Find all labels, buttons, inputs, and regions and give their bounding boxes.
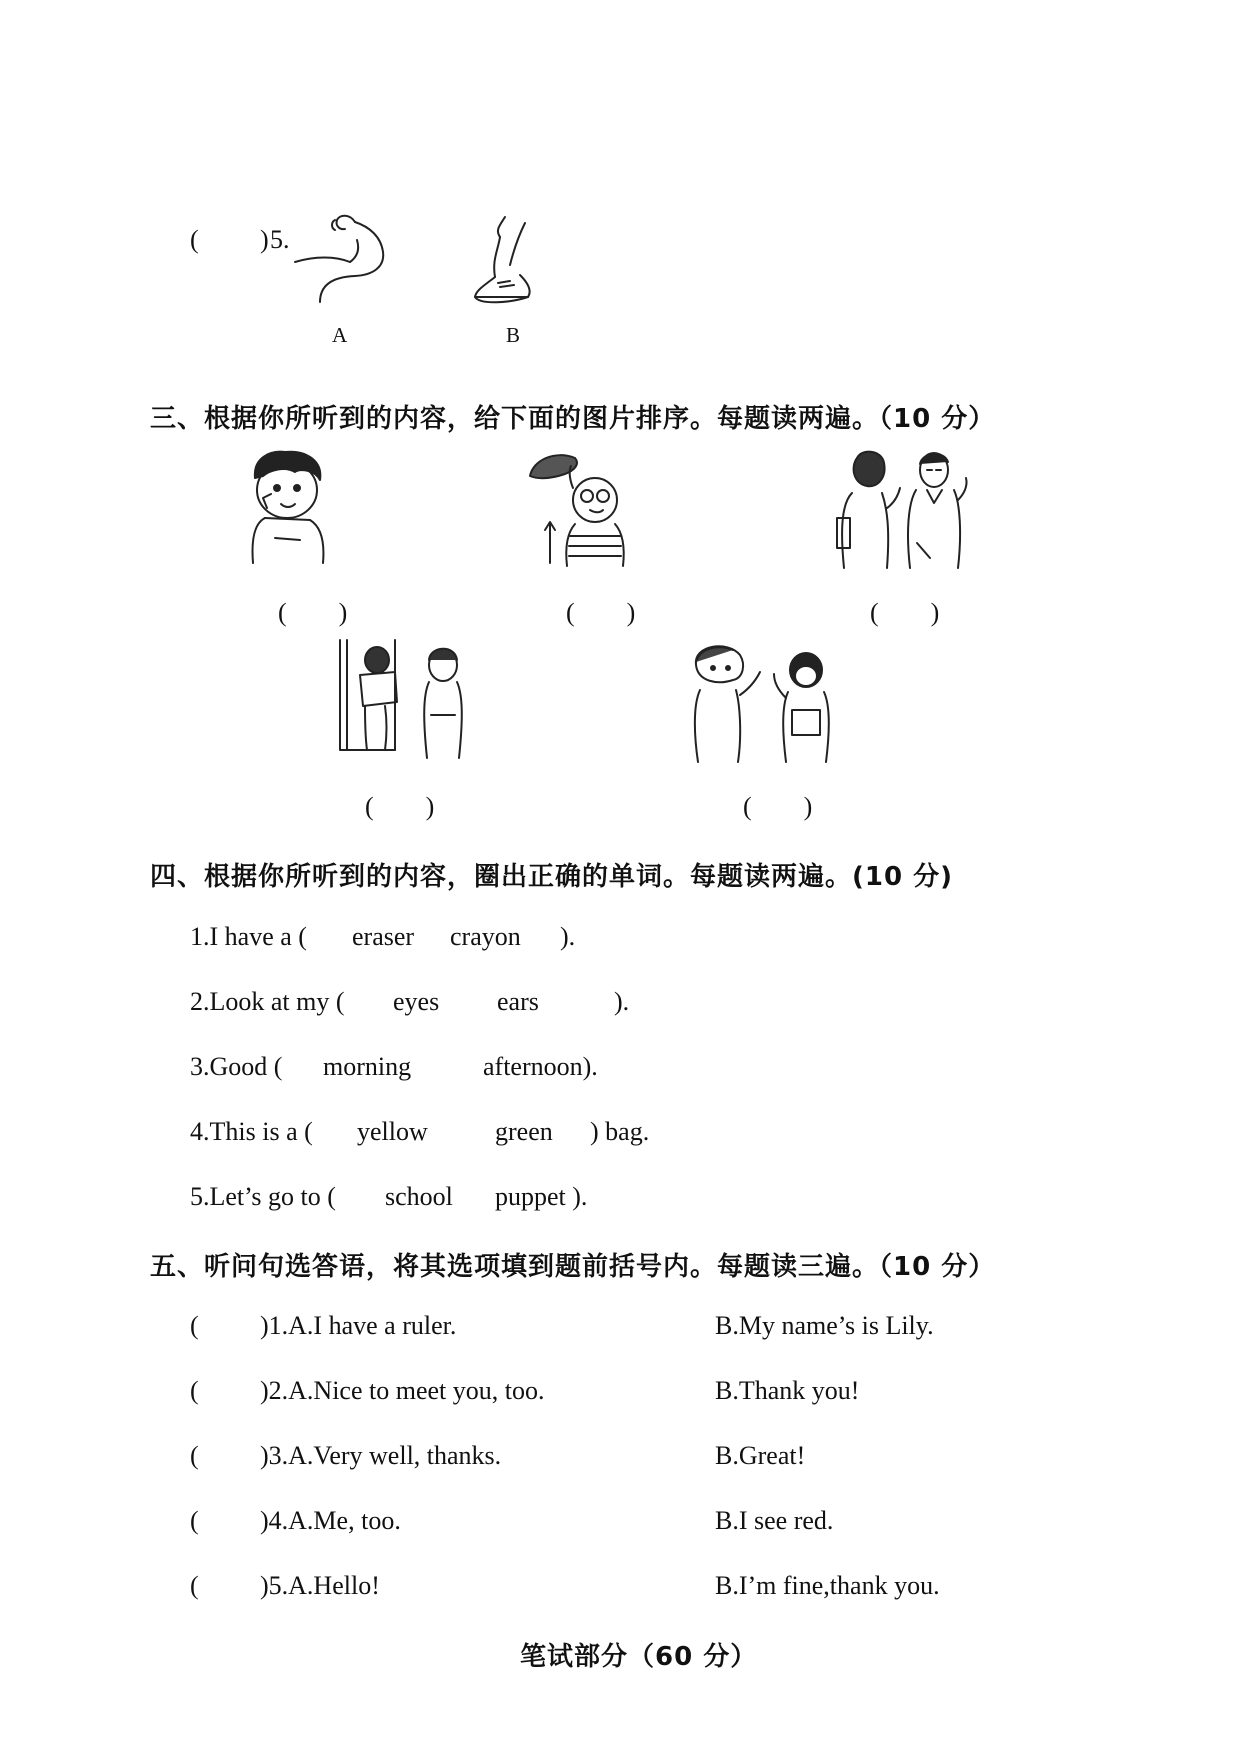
- q5-open-paren: (: [190, 225, 199, 254]
- part5-item-4-option-a: )4.A.Me, too.: [260, 1506, 401, 1535]
- part4-item-2-text: 2.Look at my (: [190, 987, 345, 1016]
- part5-item-1-paren[interactable]: (: [190, 1311, 199, 1340]
- teachers-greeting-picture: [832, 448, 972, 573]
- leg-shoe-icon: [470, 215, 545, 310]
- part3-blank-2[interactable]: ( ): [566, 598, 636, 627]
- q5-option-a-label: A: [332, 323, 348, 347]
- part3-blank-4[interactable]: ( ): [365, 792, 435, 821]
- part3-blank-3[interactable]: ( ): [870, 598, 940, 627]
- q5-option-b-label: B: [506, 323, 521, 347]
- part4-item-1-end: ).: [560, 922, 576, 951]
- q5-number: 5.: [270, 225, 290, 254]
- part4-item-2-end: ).: [614, 987, 630, 1016]
- part5-item-5-option-b: B.I’m fine,thank you.: [715, 1571, 940, 1600]
- part5-item-2-option-a: )2.A.Nice to meet you, too.: [260, 1376, 545, 1405]
- part5-item-2-paren[interactable]: (: [190, 1376, 199, 1405]
- part3-blank-5[interactable]: ( ): [743, 792, 813, 821]
- children-at-door-picture: [335, 640, 480, 765]
- part4-item-1-text: 1.I have a (: [190, 922, 307, 951]
- part4-item-4-word-2[interactable]: green: [495, 1117, 553, 1146]
- part4-item-4-word-1[interactable]: yellow: [357, 1117, 428, 1146]
- part4-item-3-word-1[interactable]: morning: [323, 1052, 412, 1081]
- part4-item-4-end: ) bag.: [590, 1117, 650, 1146]
- part5-item-4-option-b: B.I see red.: [715, 1506, 834, 1535]
- part4-item-4-text: 4.This is a (: [190, 1117, 313, 1146]
- part4-item-3-word-2[interactable]: afternoon).: [483, 1052, 598, 1081]
- part4-item-2-word-2[interactable]: ears: [497, 987, 539, 1016]
- girls-waving-picture: [688, 640, 848, 765]
- part4-item-1-word-2[interactable]: crayon: [450, 922, 521, 951]
- part5-heading: 五、听问句选答语，将其选项填到题前括号内。每题读三遍。（10 分）: [150, 1252, 996, 1282]
- part5-item-2-option-b: B.Thank you!: [715, 1376, 860, 1405]
- part5-item-3-paren[interactable]: (: [190, 1441, 199, 1470]
- part3-blank-1[interactable]: ( ): [278, 598, 348, 627]
- part5-item-3-option-b: B.Great!: [715, 1441, 806, 1470]
- part4-item-2-word-1[interactable]: eyes: [393, 987, 440, 1016]
- part5-item-1-option-a: )1.A.I have a ruler.: [260, 1311, 457, 1340]
- part4-item-5-text: 5.Let’s go to (: [190, 1182, 336, 1211]
- part5-item-5-option-a: )5.A.Hello!: [260, 1571, 380, 1600]
- part5-item-1-option-b: B.My name’s is Lily.: [715, 1311, 934, 1340]
- q5-close-paren: ): [260, 225, 269, 254]
- written-section-title: 笔试部分（60 分）: [520, 1642, 758, 1672]
- part3-heading: 三、根据你所听到的内容，给下面的图片排序。每题读两遍。（10 分）: [150, 404, 996, 434]
- part5-item-3-option-a: )3.A.Very well, thanks.: [260, 1441, 502, 1470]
- part4-heading: 四、根据你所听到的内容，圈出正确的单词。每题读两遍。(10 分): [150, 862, 953, 892]
- part5-item-4-paren[interactable]: (: [190, 1506, 199, 1535]
- part4-item-5-word-1[interactable]: school: [385, 1182, 453, 1211]
- boy-raising-cap-picture: [525, 448, 640, 568]
- part4-item-5-word-2[interactable]: puppet ).: [495, 1182, 588, 1211]
- part4-item-3-text: 3.Good (: [190, 1052, 283, 1081]
- boy-pointing-eye-picture: [245, 448, 330, 568]
- part4-item-1-word-1[interactable]: eraser: [352, 922, 415, 951]
- part5-item-5-paren[interactable]: (: [190, 1571, 199, 1600]
- flexed-arm-icon: [295, 212, 395, 307]
